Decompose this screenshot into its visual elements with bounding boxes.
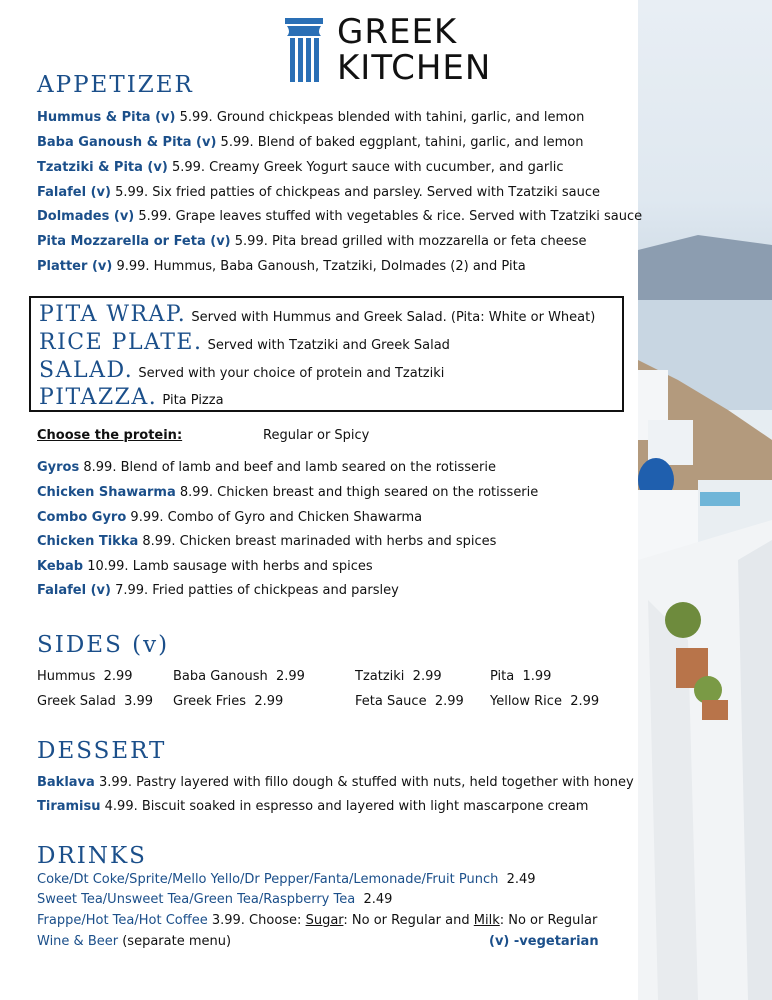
main-desc: Served with Tzatziki and Greek Salad <box>207 338 450 353</box>
item-name: Baba Ganoush & Pita (v) <box>37 135 217 150</box>
drink-line <box>37 913 597 928</box>
main-desc: Served with your choice of protein and Tzatziki <box>138 366 445 381</box>
santorini-photo <box>638 0 772 1000</box>
item-name: Gyros <box>37 460 80 475</box>
side-price: 1.99 <box>522 669 552 684</box>
menu-item <box>37 485 538 500</box>
item-desc: Grape leaves stuffed with vegetables & rice. Served with Tzatziki sauce <box>175 209 643 224</box>
item-desc: Chicken breast marinaded with herbs and spices <box>179 534 497 549</box>
side-item <box>490 669 551 684</box>
menu-item <box>37 460 496 475</box>
item-desc: Hummus, Baba Ganoush, Tzatziki, Dolmades (2) and Pita <box>153 259 526 274</box>
side-item <box>37 669 133 684</box>
item-name: Combo Gyro <box>37 510 127 525</box>
cliff-scene-illustration <box>638 0 772 1000</box>
menu-item <box>37 234 587 249</box>
side-name: Feta Sauce <box>355 694 427 709</box>
item-name: Hummus & Pita (v) <box>37 110 176 125</box>
item-desc: Blend of lamb and beef and lamb seared on the rotisserie <box>120 460 496 475</box>
item-name: Chicken Tikka <box>37 534 139 549</box>
item-desc: Combo of Gyro and Chicken Shawarma <box>167 510 423 525</box>
side-price: 2.99 <box>254 694 284 709</box>
main-desc: Pita Pizza <box>162 393 224 408</box>
drink-price: 3.99. Choose: <box>211 913 302 928</box>
side-price: 2.99 <box>570 694 600 709</box>
milk-label: Milk <box>473 913 500 928</box>
side-price: 2.99 <box>103 669 133 684</box>
menu-item <box>37 510 422 525</box>
side-name: Tzatziki <box>355 669 405 684</box>
drink-price: 2.49 <box>363 892 393 907</box>
item-price: 5.99. <box>220 135 254 150</box>
item-desc: Lamb sausage with herbs and spices <box>132 559 373 574</box>
side-name: Greek Salad <box>37 694 116 709</box>
drink-line <box>37 872 536 887</box>
main-title: SALAD. <box>39 358 134 383</box>
item-price: 8.99. <box>83 460 117 475</box>
item-desc: Six fried patties of chickpeas and parsley. Served with Tzatziki sauce <box>152 185 600 200</box>
item-price: 9.99. <box>116 259 150 274</box>
item-desc: Ground chickpeas blended with tahini, garlic, and lemon <box>216 110 585 125</box>
sugar-options: : No or Regular and <box>343 913 470 928</box>
item-name: Dolmades (v) <box>37 209 135 224</box>
item-price: 8.99. <box>179 485 213 500</box>
item-desc: Pastry layered with fillo dough & stuffed with nuts, held together with honey <box>136 775 634 790</box>
item-name: Chicken Shawarma <box>37 485 176 500</box>
item-name: Baklava <box>37 775 95 790</box>
menu-item <box>37 534 496 549</box>
protein-header <box>37 428 182 443</box>
menu-item <box>37 135 583 150</box>
side-name: Pita <box>490 669 515 684</box>
side-name: Greek Fries <box>173 694 247 709</box>
item-price: 9.99. <box>130 510 164 525</box>
side-item <box>173 694 283 709</box>
item-price: 4.99. <box>104 799 138 814</box>
item-desc: Fried patties of chickpeas and parsley <box>152 583 399 598</box>
side-item <box>173 669 305 684</box>
side-item <box>355 669 442 684</box>
drink-line <box>37 892 392 907</box>
mains-box <box>29 296 624 412</box>
main-title: PITAZZA. <box>39 385 158 410</box>
side-price: 3.99 <box>124 694 154 709</box>
side-item <box>490 694 599 709</box>
main-desc: Served with Hummus and Greek Salad. (Pita: White or Wheat) <box>191 310 596 325</box>
drink-list: Frappe/Hot Tea/Hot Coffee <box>37 913 208 928</box>
logo-line-1: GREEK <box>337 12 458 52</box>
main-title: PITA WRAP. <box>39 302 187 327</box>
item-name: Pita Mozzarella or Feta (v) <box>37 234 231 249</box>
greek-column-icon <box>285 18 323 88</box>
protein-label: Choose the protein: <box>37 428 183 443</box>
vegetarian-legend: (v) -vegetarian <box>489 934 599 949</box>
drink-line <box>37 934 231 949</box>
main-row <box>39 302 595 327</box>
sides-heading: SIDES (v) <box>37 632 170 658</box>
side-name: Hummus <box>37 669 96 684</box>
item-desc: Blend of baked eggplant, tahini, garlic, and lemon <box>257 135 584 150</box>
menu-item <box>37 583 399 598</box>
item-price: 8.99. <box>142 534 176 549</box>
item-name: Tzatziki & Pita (v) <box>37 160 168 175</box>
logo-line-2: KITCHEN <box>337 48 492 88</box>
item-name: Falafel (v) <box>37 583 111 598</box>
item-price: 5.99. <box>234 234 268 249</box>
item-name: Falafel (v) <box>37 185 111 200</box>
item-price: 7.99. <box>115 583 149 598</box>
side-item <box>355 694 464 709</box>
sugar-label: Sugar <box>305 913 344 928</box>
side-price: 2.99 <box>412 669 442 684</box>
main-row <box>39 358 444 383</box>
side-price: 2.99 <box>276 669 305 684</box>
item-price: 10.99. <box>87 559 129 574</box>
item-desc: Biscuit soaked in espresso and layered with light mascarpone cream <box>141 799 589 814</box>
item-price: 3.99. <box>98 775 133 790</box>
item-name: Platter (v) <box>37 259 113 274</box>
main-title: RICE PLATE. <box>39 330 203 355</box>
milk-options: : No or Regular <box>499 913 598 928</box>
menu-item <box>37 775 634 790</box>
drinks-heading: DRINKS <box>37 843 147 869</box>
menu-item <box>37 185 600 200</box>
side-item <box>37 694 153 709</box>
side-price: 2.99 <box>434 694 464 709</box>
appetizer-heading: APPETIZER <box>37 72 194 98</box>
item-desc: Pita bread grilled with mozzarella or feta cheese <box>271 234 587 249</box>
item-name: Tiramisu <box>37 799 101 814</box>
item-price: 5.99. <box>179 110 213 125</box>
menu-item <box>37 209 642 224</box>
restaurant-logo <box>285 14 495 90</box>
main-row <box>39 330 450 355</box>
drink-list: Sweet Tea/Unsweet Tea/Green Tea/Raspberry Tea <box>37 892 356 907</box>
menu-item <box>37 259 526 274</box>
item-price: 5.99. <box>138 209 172 224</box>
side-name: Baba Ganoush <box>173 669 268 684</box>
drink-note: (separate menu) <box>122 934 232 949</box>
menu-item <box>37 160 564 175</box>
dessert-heading: DESSERT <box>37 738 167 764</box>
main-row <box>39 385 224 410</box>
drink-price: 2.49 <box>506 872 536 887</box>
logo-text <box>337 14 491 86</box>
menu-item <box>37 559 373 574</box>
item-desc: Chicken breast and thigh seared on the rotisserie <box>217 485 539 500</box>
item-price: 5.99. <box>115 185 149 200</box>
menu-item <box>37 110 584 125</box>
protein-options: Regular or Spicy <box>263 428 370 443</box>
side-name: Yellow Rice <box>490 694 562 709</box>
item-desc: Creamy Greek Yogurt sauce with cucumber, and garlic <box>209 160 564 175</box>
drink-list: Coke/Dt Coke/Sprite/Mello Yello/Dr Pepper/Fanta/Lemonade/Fruit Punch <box>37 872 499 887</box>
drink-list: Wine & Beer <box>37 934 119 949</box>
menu-item <box>37 799 588 814</box>
item-price: 5.99. <box>171 160 206 175</box>
item-name: Kebab <box>37 559 84 574</box>
